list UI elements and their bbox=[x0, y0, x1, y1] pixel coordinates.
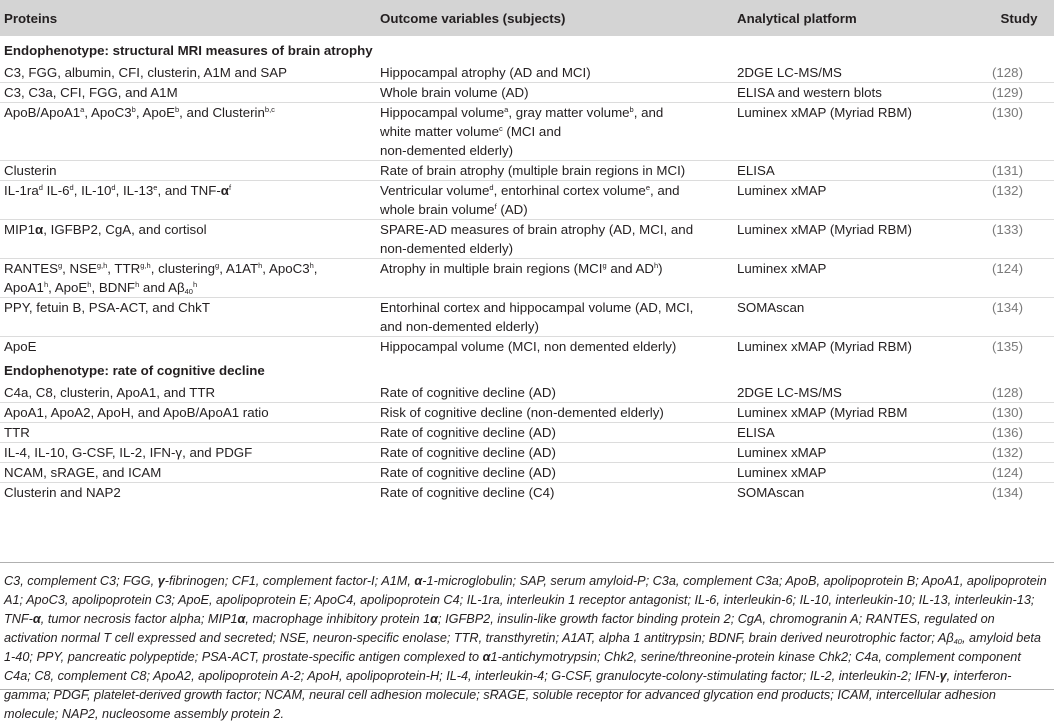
cell-proteins: C3, C3a, CFI, FGG, and A1M bbox=[0, 83, 376, 103]
cell-outcome: Ventricular volume$^d$, entorhinal cortex volume$^e$, and whole brain volume$^f$ (AD) bbox=[376, 181, 733, 220]
cell-platform: Luminex xMAP bbox=[733, 181, 984, 220]
section-title: Endophenotype: rate of cognitive decline bbox=[4, 363, 265, 378]
cell-proteins: MIP1α, IGFBP2, CgA, and cortisol bbox=[0, 220, 376, 259]
cell-platform: Luminex xMAP bbox=[733, 259, 984, 298]
cell-outcome: Hippocampal volume (MCI, non demented elderly) bbox=[376, 337, 733, 357]
header-outcome: Outcome variables (subjects) bbox=[376, 0, 733, 36]
cell-proteins: $IL-1ra^d$ IL-6$^d$, IL-10$^d$, IL-13e, and TNF-$\alpha^f$ bbox=[0, 181, 376, 220]
footnote-abbreviations: C3, complement C3; FGG, γ-fibrinogen; CF1, complement factor-I; A1M, α-1-microglobulin; SAP, serum amyloid-P; C3a, complement C3a; ApoB, apolipoprotein B; ApoA1, apolipoprotein A1; ApoC3, apolipoprotein C3; ApoE, apolipoprotein E; ApoC4, apolipoprotein C4; IL-1ra, interleukin 1 receptor antagonist; IL-6, interleukin-6; IL-10, interleukin-10; IL-13, interleukin-13; TNF-α, tumor necrosis factor alpha; MIP1α, macrophage inhibitory protein 1α; IGFBP2, insulin-like growth factor binding protein 2; CgA, chromogranin A; RANTES, regulated on activation normal T cell expressed and secreted; NSE, neuron-specific enolase; TTR, transthyretin; A1AT, alpha 1 antitrypsin; BDNF, brain derived neurotrophic factor; $A\beta_{40}$, amyloid beta 1-40; PPY, pancreatic polypeptide; PSA-ACT, prostate-specific antigen complexed to α1-antichymotrypsin; Chk2, serine/threonine-protein kinase Chk2; C4a, complement component C4a; C8, complement C8; ApoA2, apolipoprotein A-2; ApoH, apolipoprotein-H; IL-4, interleukin-4; G-CSF, granulocyte-colony-stimulating factor; IL-2, interleukin-2; IFN-γ, interferon-gamma; PDGF, platelet-derived growth factor; NCAM, neural cell adhesion molecule; sRAGE, soluble receptor for advanced glycation end products; ICAM, intercellular adhesion molecule; NAP2, nucleosome assembly protein 2. bbox=[4, 574, 1047, 721]
cell-study: (124) bbox=[984, 259, 1054, 298]
cell-study: (129) bbox=[984, 83, 1054, 103]
header-platform: Analytical platform bbox=[733, 0, 984, 36]
cell-study: (136) bbox=[984, 423, 1054, 443]
cell-study: (134) bbox=[984, 483, 1054, 503]
cell-study: (131) bbox=[984, 161, 1054, 181]
cell-outcome: Rate of brain atrophy (multiple brain regions in MCI) bbox=[376, 161, 733, 181]
table-row bbox=[0, 443, 1054, 463]
cell-outcome: Rate of cognitive decline (AD) bbox=[376, 443, 733, 463]
cell-proteins: RANTES$^g$, NSE$^{g,h}$, TTR$^{g,h}$, clustering$^g$, $A1AT^h$, ApoC3$^h$, ApoA1$^h$, ApoE$^h$, BDNF$^h$ and $A\beta_{40}^h$ bbox=[0, 259, 376, 298]
cell-study: (133) bbox=[984, 220, 1054, 259]
cell-platform: Luminex xMAP (Myriad RBM) bbox=[733, 103, 984, 161]
table-row bbox=[0, 181, 1054, 220]
cell-platform: Luminex xMAP (Myriad RBM) bbox=[733, 220, 984, 259]
cell-outcome: Risk of cognitive decline (non-demented elderly) bbox=[376, 403, 733, 423]
table-row bbox=[0, 220, 1054, 259]
table-row bbox=[0, 259, 1054, 298]
cell-proteins: C4a, C8, clusterin, ApoA1, and TTR bbox=[4, 385, 216, 400]
cell-proteins: TTR bbox=[0, 423, 376, 443]
cell-proteins: ApoB/ApoA1$^a$, ApoC3$^b$, ApoE$^b$, and Clusterin$^{b,c}$ bbox=[0, 103, 376, 161]
cell-study: (134) bbox=[984, 298, 1054, 337]
cell-platform: SOMAscan bbox=[733, 483, 984, 503]
header-proteins: Proteins bbox=[0, 0, 376, 36]
cell-proteins: NCAM, sRAGE, and ICAM bbox=[0, 463, 376, 483]
cell-proteins: Clusterin and NAP2 bbox=[0, 483, 376, 503]
section-header-row bbox=[0, 356, 1054, 380]
cell-outcome: Rate of cognitive decline (C4) bbox=[376, 483, 733, 503]
cell-platform: Luminex xMAP (Myriad RBM) bbox=[733, 337, 984, 357]
cell-outcome: Rate of cognitive decline (AD) bbox=[376, 423, 733, 443]
cell-study: (135) bbox=[984, 337, 1054, 357]
cell-outcome: Rate of cognitive decline (AD) bbox=[380, 385, 556, 400]
table-row bbox=[0, 103, 1054, 161]
cell-platform: 2DGE LC-MS/MS bbox=[737, 385, 842, 400]
cell-outcome: Hippocampal atrophy (AD and MCI) bbox=[380, 65, 591, 80]
cell-study: (128) bbox=[991, 385, 1023, 400]
cell-platform: Luminex xMAP (Myriad RBM bbox=[733, 403, 984, 423]
cell-study: (132) bbox=[984, 181, 1054, 220]
table-row bbox=[0, 380, 1054, 403]
cell-outcome: Atrophy in multiple brain regions (MCI$^g$ and $AD^h$) bbox=[376, 259, 733, 298]
table-row bbox=[0, 337, 1054, 357]
cell-platform: ELISA bbox=[733, 161, 984, 181]
cell-outcome: Rate of cognitive decline (AD) bbox=[376, 463, 733, 483]
cell-study: (124) bbox=[984, 463, 1054, 483]
cell-outcome: Entorhinal cortex and hippocampal volume (AD, MCI, and non-demented elderly) bbox=[376, 298, 733, 337]
cell-proteins: ApoA1, ApoA2, ApoH, and ApoB/ApoA1 ratio bbox=[0, 403, 376, 423]
cell-platform: Luminex xMAP bbox=[733, 443, 984, 463]
cell-proteins: ApoE bbox=[0, 337, 376, 357]
cell-proteins: IL-4, IL-10, G-CSF, IL-2, IFN-γ, and PDGF bbox=[0, 443, 376, 463]
cell-proteins: PPY, fetuin B, PSA-ACT, and ChkT bbox=[0, 298, 376, 337]
cell-outcome: Whole brain volume (AD) bbox=[376, 83, 733, 103]
bottom-rule bbox=[0, 689, 1054, 690]
cell-outcome: SPARE-AD measures of brain atrophy (AD, MCI, and non-demented elderly) bbox=[376, 220, 733, 259]
table-row bbox=[0, 298, 1054, 337]
cell-platform: 2DGE LC-MS/MS bbox=[737, 65, 842, 80]
table-row bbox=[0, 423, 1054, 443]
section-title: Endophenotype: structural MRI measures of brain atrophy bbox=[4, 43, 373, 58]
table-footnote bbox=[0, 562, 1054, 724]
table-row bbox=[0, 83, 1054, 103]
cell-platform: ELISA bbox=[733, 423, 984, 443]
table-row bbox=[0, 483, 1054, 503]
table-row bbox=[0, 161, 1054, 181]
table-header-row bbox=[0, 0, 1054, 36]
table-row bbox=[0, 60, 1054, 83]
cell-outcome: Hippocampal volume$^a$, gray matter volume$^b$, and white matter volume$^c$ (MCI and non-demented elderly) bbox=[376, 103, 733, 161]
cell-proteins: Clusterin bbox=[0, 161, 376, 181]
cell-platform: ELISA and western blots bbox=[733, 83, 984, 103]
cell-study: (130) bbox=[984, 103, 1054, 161]
cell-study: (132) bbox=[984, 443, 1054, 463]
cell-study: (130) bbox=[984, 403, 1054, 423]
section-header-row bbox=[0, 36, 1054, 60]
table-row bbox=[0, 463, 1054, 483]
cell-platform: Luminex xMAP bbox=[733, 463, 984, 483]
table-body bbox=[0, 36, 1054, 502]
cell-proteins: C3, FGG, albumin, CFI, clusterin, A1M and SAP bbox=[4, 65, 288, 80]
header-study: Study bbox=[984, 0, 1054, 36]
cell-study: (128) bbox=[991, 65, 1023, 80]
table-row bbox=[0, 403, 1054, 423]
cell-platform: SOMAscan bbox=[733, 298, 984, 337]
